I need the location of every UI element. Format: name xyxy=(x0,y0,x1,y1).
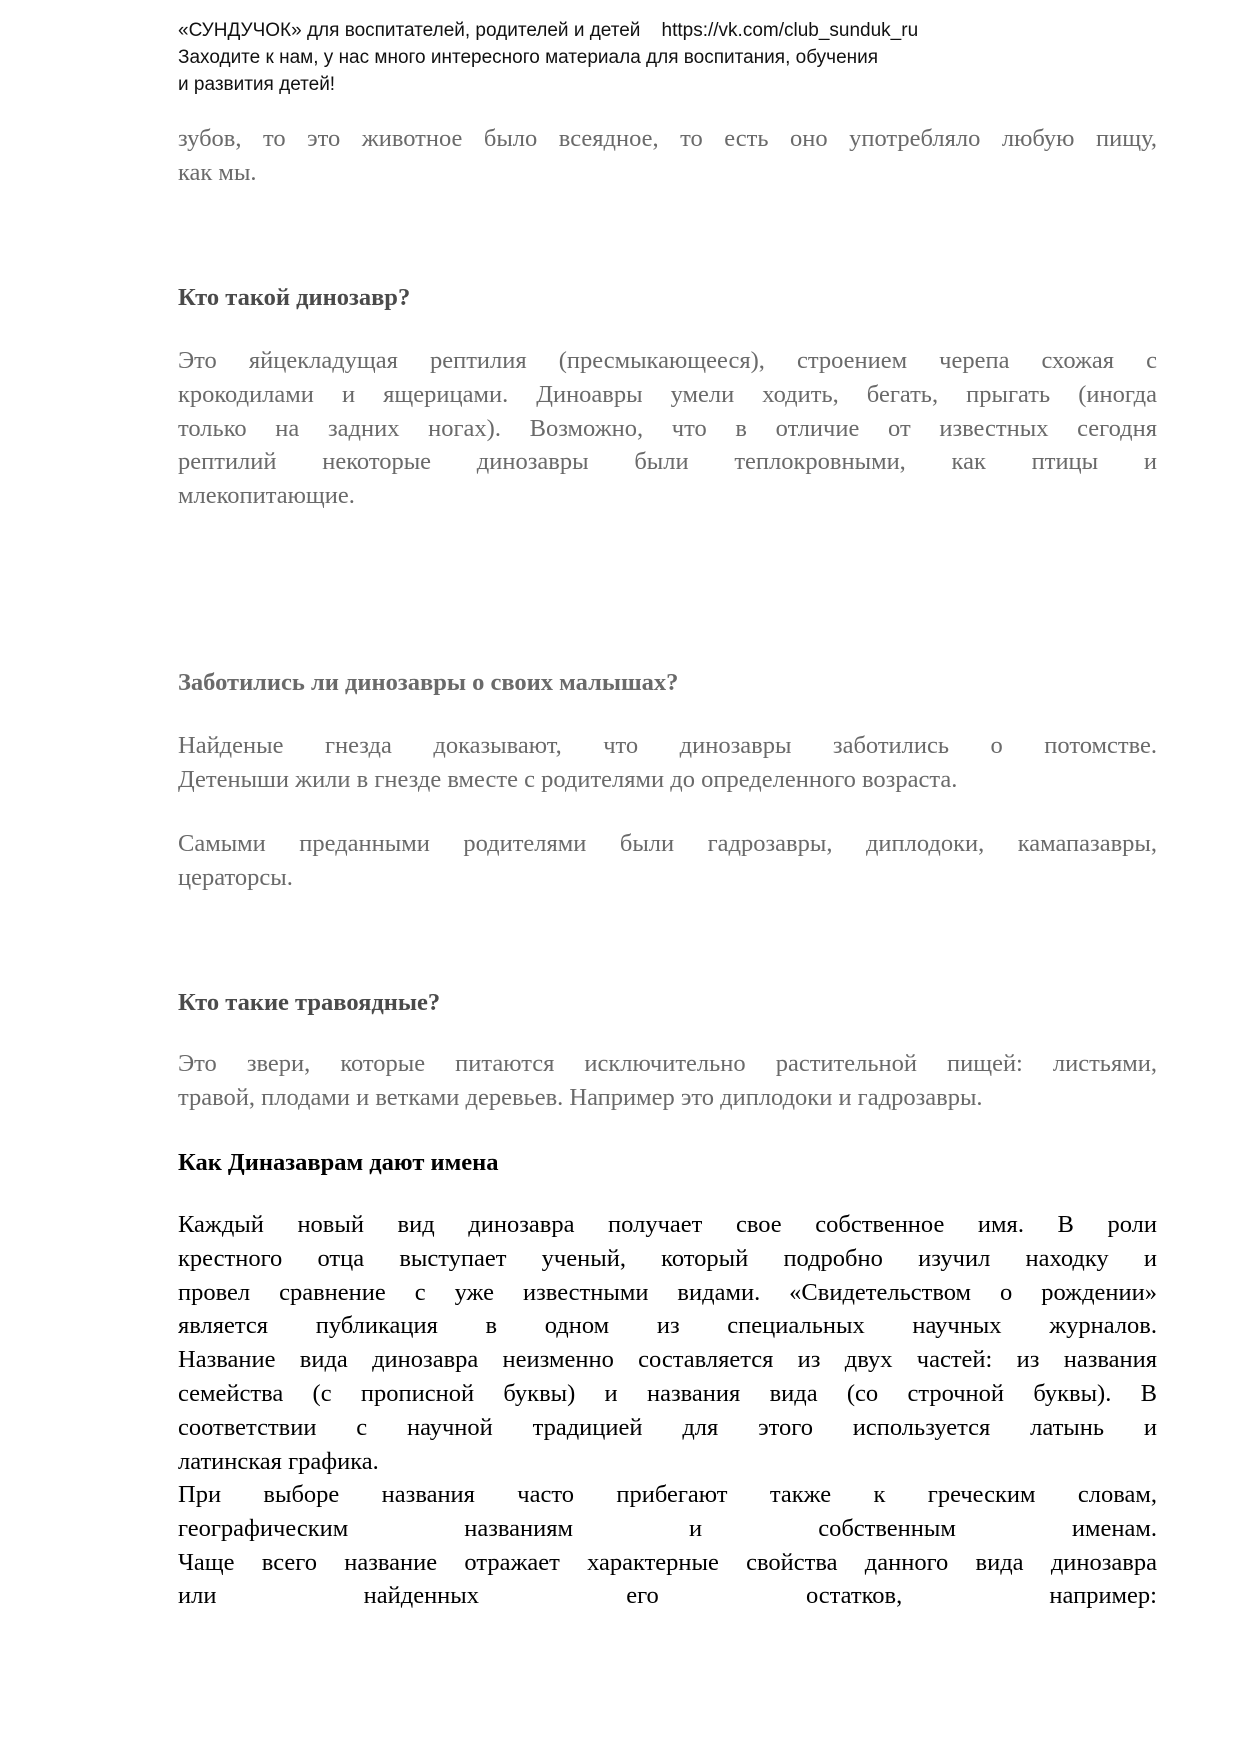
text-line: Это звери, которые питаются исключительно растительной пищей: листьями, xyxy=(178,1050,1157,1077)
text-line: Найденые гнезда доказывают, что динозавры заботились о потомстве. xyxy=(178,732,1157,759)
names-paragraph-2 xyxy=(178,1478,1157,1613)
text-line: как мы. xyxy=(178,158,257,186)
text-line: географическим названиям и собственным именам. xyxy=(178,1514,1157,1542)
text-line: млекопитающие. xyxy=(178,482,355,510)
text-line: Название вида динозавра неизменно составляется из двух частей: из названия xyxy=(178,1346,1157,1374)
intro-paragraph xyxy=(178,122,1157,190)
herbivores-paragraph xyxy=(178,1047,1157,1115)
text-line: травой, плодами и ветками деревьев. Например это диплодоки и гадрозавры. xyxy=(178,1083,983,1111)
text-line: Каждый новый вид динозавра получает свое собственное имя. В роли xyxy=(178,1211,1157,1238)
header-line-2: Заходите к нам, у нас много интересного материала для воспитания, обучения xyxy=(178,47,879,68)
text-line: только на задних ногах). Возможно, что в отличие от известных сегодня xyxy=(178,414,1157,442)
text-line: цераторсы. xyxy=(178,863,293,891)
text-line: крестного отца выступает ученый, который подробно изучил находку и xyxy=(178,1244,1157,1272)
text-line: Это яйцекладущая рептилия (пресмыкающееся), строением черепа схожая с xyxy=(178,347,1157,374)
care-paragraph-1 xyxy=(178,729,1157,797)
text-line: При выборе названия часто прибегают также к греческим словам, xyxy=(178,1481,1157,1508)
heading-care-babies: Заботились ли динозавры о своих малышах? xyxy=(178,669,679,696)
who-paragraph xyxy=(178,344,1157,513)
text-line: Чаще всего название отражает характерные свойства данного вида динозавра xyxy=(178,1548,1157,1576)
text-line: или найденных его остатков, например: xyxy=(178,1582,1157,1610)
heading-names: Как Диназаврам дают имена xyxy=(178,1149,499,1176)
text-line: рептилий некоторые динозавры были теплокровными, как птицы и xyxy=(178,448,1157,476)
text-line: соответствии с научной традицией для этого используется латынь и xyxy=(178,1413,1157,1441)
text-line: Детеныши жили в гнезде вместе с родителями до определенного возраста. xyxy=(178,765,958,793)
heading-who-dinosaur: Кто такой динозавр? xyxy=(178,284,411,311)
text-line: крокодилами и ящерицами. Диноавры умели ходить, бегать, прыгать (иногда xyxy=(178,380,1157,408)
header-line-3: и развития детей! xyxy=(178,74,336,95)
names-paragraph-1 xyxy=(178,1208,1157,1478)
text-line: зубов, то это животное было всеядное, то есть оно употребляло любую пищу, xyxy=(178,125,1157,152)
text-line: Самыми преданными родителями были гадрозавры, диплодоки, камапазавры, xyxy=(178,830,1157,857)
text-line: провел сравнение с уже известными видами. «Свидетельством о рождении» xyxy=(178,1278,1157,1306)
header-line-1: «СУНДУЧОК» для воспитателей, родителей и детей https://vk.com/club_sunduk_ru xyxy=(178,20,919,41)
text-line: семейства (с прописной буквы) и названия вида (со строчной буквы). В xyxy=(178,1379,1157,1407)
text-line: латинская графика. xyxy=(178,1447,379,1475)
care-paragraph-2 xyxy=(178,827,1157,895)
heading-herbivores: Кто такие травоядные? xyxy=(178,989,441,1016)
text-line: является публикация в одном из специальных научных журналов. xyxy=(178,1312,1157,1340)
